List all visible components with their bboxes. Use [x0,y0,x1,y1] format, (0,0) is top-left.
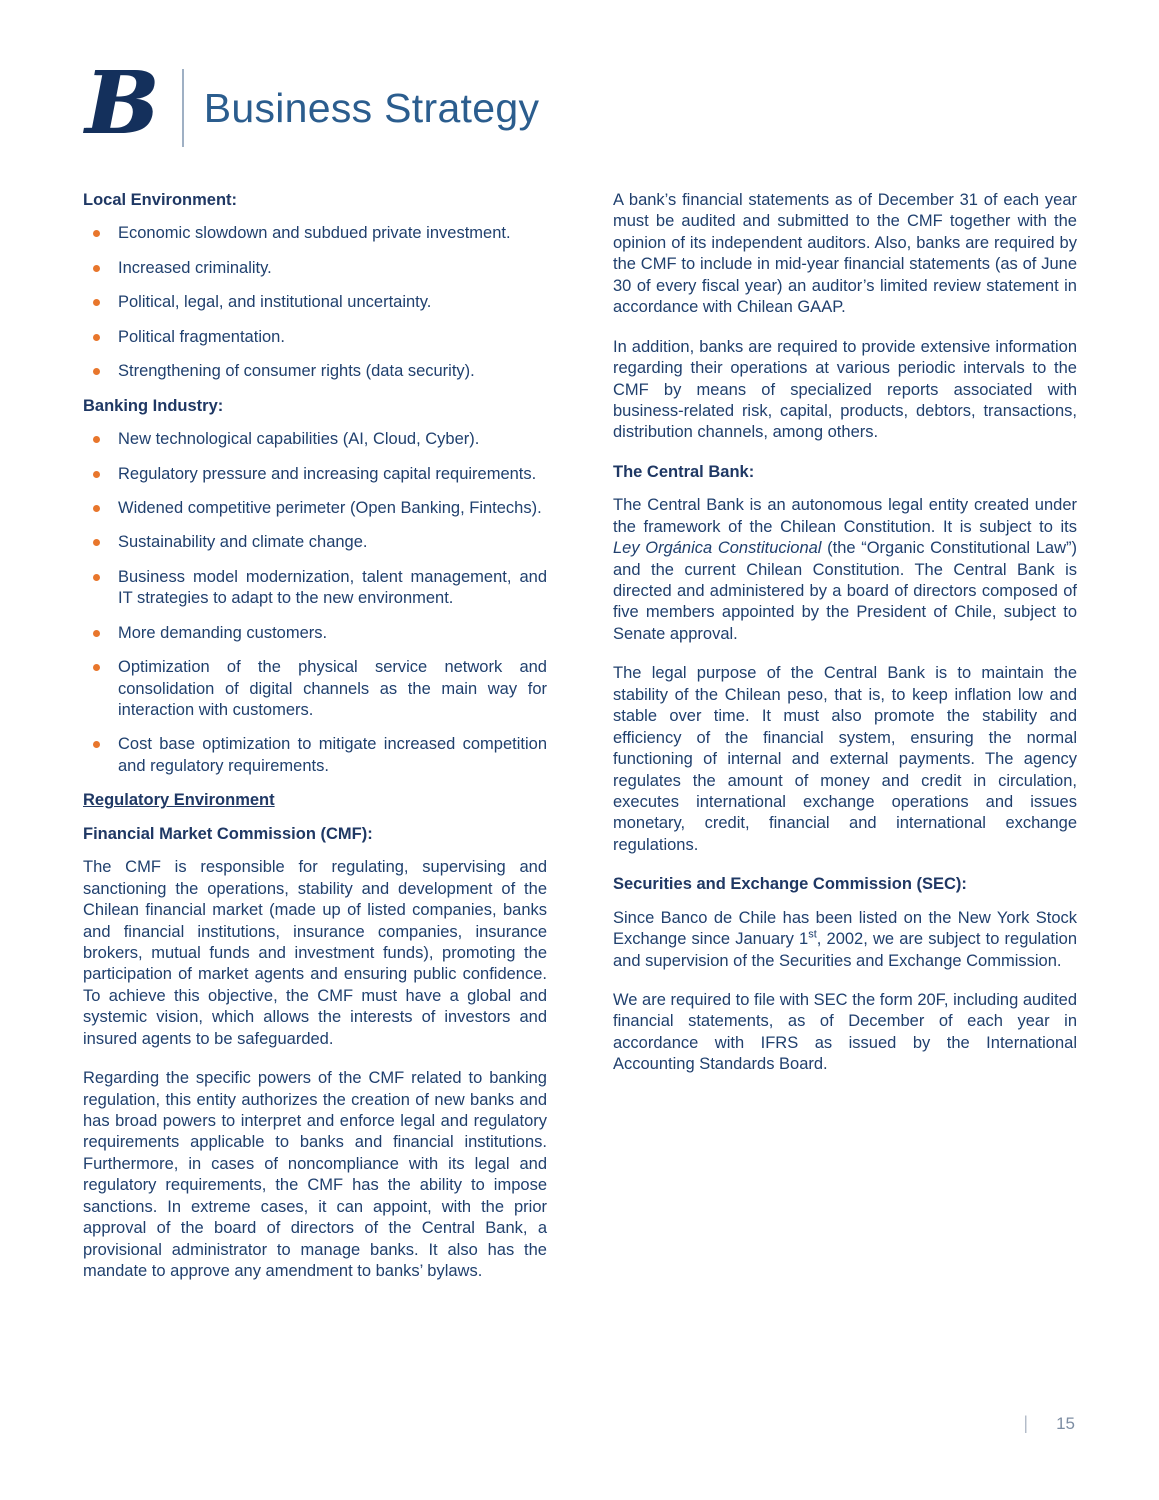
right-column [613,190,1077,1301]
page-number: 15 [1056,1413,1075,1433]
heading-banking-industry: Banking Industry: [83,396,224,415]
list-item [83,464,547,485]
list-item-text: Political, legal, and institutional uncertainty. [118,293,432,312]
local-environment-list [83,223,547,382]
list-item [83,623,547,644]
list-item [83,567,547,610]
heading-cmf: Financial Market Commission (CMF): [83,824,373,843]
bullet-icon [93,299,100,306]
central-bank-p1-post: (the “Organic Constitutional Law”) and the current Chilean Constitution. The Central Bank is directed and administered by a board of directors composed of five members appointed by the President of Chile, subject to Senate approval. [613,539,1077,643]
list-item [83,429,547,450]
bullet-icon [93,664,100,671]
central-bank-p1-italic: Ley Orgánica Constitucional [613,539,822,558]
list-item-text: Sustainability and climate change. [118,533,368,552]
bullet-icon [93,265,100,272]
left-column [83,190,547,1301]
list-item [83,532,547,553]
bullet-icon [93,230,100,237]
heading-local-environment: Local Environment: [83,191,238,209]
bank-logo [83,53,162,155]
list-item-text: Political fragmentation. [118,327,285,346]
list-item [83,327,547,348]
list-item-text: Strengthening of consumer rights (data security). [118,362,475,381]
heading-regulatory-environment [83,790,547,811]
paragraph-audit-1: A bank’s financial statements as of December 31 of each year must be audited and submitted to the CMF together with the opinion of its independent auditors. Also, banks are required by the CMF to include in mid-year financial statements (as of June 30 of every fiscal year) an auditor’s limited review statement in accordance with Chilean GAAP. [613,191,1077,317]
paragraph-sec-2: We are required to file with SEC the form 20F, including audited financial statements, as of December of each year in accordance with IFRS as issued by the International Accounting Standards Board. [613,991,1077,1074]
bullet-icon [93,574,100,581]
bullet-icon [93,436,100,443]
bullet-icon [93,471,100,478]
paragraph-cmf-1: The CMF is responsible for regulating, supervising and sanctioning the operations, stability and development of the Chilean financial market (made up of listed companies, banks and financial institutions, insurance companies, insurance brokers, mutual funds and investment funds), promoting the participation of market agents and ensuring public confidence. To achieve this objective, the CMF must have a global and systemic vision, which allows the interests of investors and insured agents to be safeguarded. [83,858,547,1048]
heading-sec: Securities and Exchange Commission (SEC): [613,875,967,894]
list-item [83,657,547,721]
bullet-icon [93,505,100,512]
list-item [83,223,547,244]
list-item-text: Business model modernization, talent management, and IT strategies to adapt to the new environment. [118,567,547,608]
sec-p1-pre: Since Banco de Chile has been listed on the New York Stock Exchange since January 1 [613,908,1077,949]
paragraph-central-bank-1 [613,495,1077,645]
header-divider [182,69,184,147]
central-bank-p1-pre: The Central Bank is an autonomous legal entity created under the framework of the Chilean Constitution. It is subject to its [613,496,1077,536]
paragraph-cmf-2: Regarding the specific powers of the CMF related to banking regulation, this entity authorizes the creation of new banks and has broad powers to interpret and enforce legal and regulatory requirements applicable to banks and financial institutions. Furthermore, in cases of noncompliance with its legal and regulatory requirements, the CMF has the ability to impose sanctions. In extreme cases, it can appoint, with the prior approval of the board of directors of the Central Bank, a provisional administrator to manage banks. It also has the mandate to approve any amendment to banks’ bylaws. [83,1069,547,1281]
list-item-text: Widened competitive perimeter (Open Banking, Fintechs). [118,498,542,517]
page-header [83,53,1077,155]
footer-separator: | [1023,1413,1029,1433]
list-item [83,292,547,313]
bank-logo-letter: B [85,53,158,155]
bullet-icon [93,539,100,546]
list-item-text: More demanding customers. [118,623,328,642]
list-item-text: Economic slowdown and subdued private investment. [118,224,511,243]
list-item [83,361,547,382]
bullet-icon [93,368,100,375]
list-item-text: Increased criminality. [118,258,272,277]
sec-p1-superscript: st [808,928,817,941]
sec-p1-post: , 2002, we are subject to regulation and supervision of the Securities and Exchange Commission. [613,930,1077,970]
list-item [83,258,547,279]
paragraph-audit-2: In addition, banks are required to provide extensive information regarding their operations at various periodic intervals to the CMF by means of specialized reports associated with business-related risk, capital, products, debtors, transactions, distribution channels, among others. [613,337,1077,442]
list-item-text: Cost base optimization to mitigate increased competition and regulatory requirements. [118,735,547,775]
bullet-icon [93,334,100,341]
heading-central-bank: The Central Bank: [613,462,755,481]
banking-industry-list [83,429,547,777]
page-title: Business Strategy [203,84,540,131]
heading-regulatory-environment-text: Regulatory Environment [83,791,275,810]
content-columns [83,190,1077,1301]
paragraph-sec-1 [613,908,1077,972]
paragraph-central-bank-2: The legal purpose of the Central Bank is to maintain the stability of the Chilean peso, that is, to keep inflation low and stable over time. It must also promote the stability and efficiency of the financial system, ensuring the normal functioning of internal and external payments. The agency regulates the amount of money and credit in circulation, executes international exchange operations and issues monetary, credit, financial and international exchange regulations. [613,664,1077,854]
list-item [83,734,547,777]
list-item-text: Optimization of the physical service network and consolidation of digital channels as the main way for interaction with customers. [118,658,547,719]
list-item [83,498,547,519]
page-footer [1023,1413,1075,1434]
list-item-text: Regulatory pressure and increasing capital requirements. [118,464,537,483]
bullet-icon [93,741,100,748]
bullet-icon [93,630,100,637]
list-item-text: New technological capabilities (AI, Cloud, Cyber). [118,430,480,449]
